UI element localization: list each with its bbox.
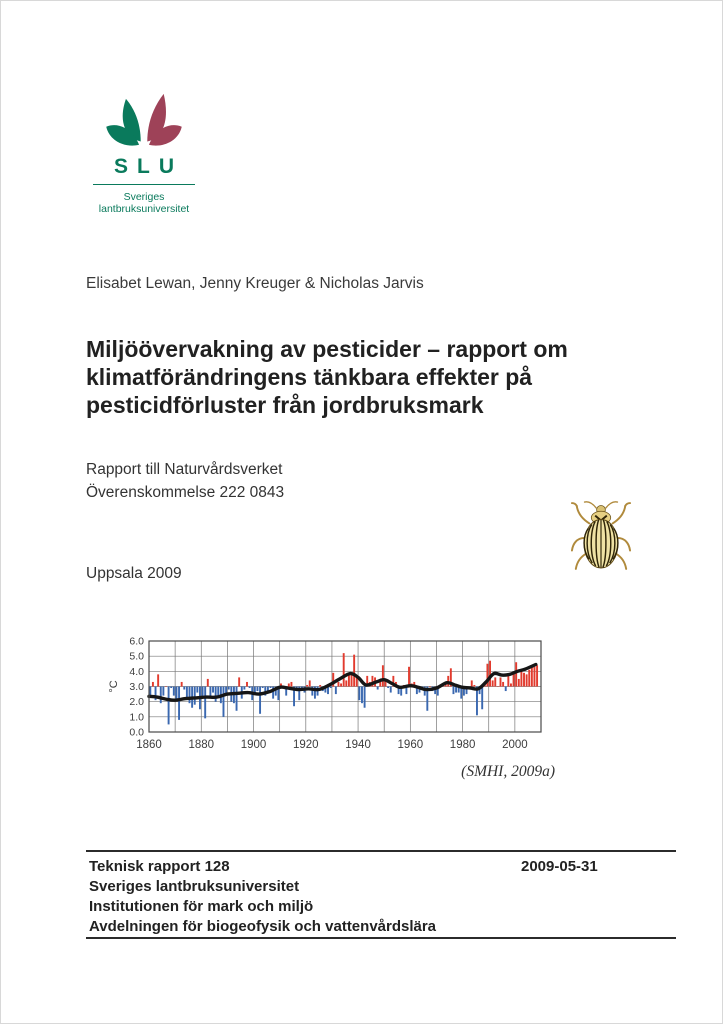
- footer-report-number: Teknisk rapport 128: [89, 858, 230, 875]
- report-title: Miljöövervakning av pesticider – rapport om klimatförändringens tänkbara effekter på pesticidförluster från jordbruksmark: [86, 336, 568, 418]
- beetle-illustration: [570, 499, 632, 573]
- svg-text:4.0: 4.0: [129, 665, 144, 678]
- slu-logo-divider: [93, 184, 195, 185]
- svg-text:1960: 1960: [397, 739, 424, 751]
- svg-text:5.0: 5.0: [129, 650, 144, 663]
- footer-organization: Sveriges lantbruksuniversitet: [89, 878, 300, 895]
- slu-logo: [89, 89, 199, 215]
- svg-text:0.0: 0.0: [129, 726, 144, 739]
- svg-text:6.0: 6.0: [129, 635, 144, 648]
- report-subtitle: [86, 458, 284, 504]
- footer-row-1: [89, 857, 675, 877]
- report-recipient-line: Rapport till Naturvårdsverket: [86, 461, 283, 478]
- svg-text:1.0: 1.0: [129, 711, 144, 724]
- svg-text:2000: 2000: [502, 739, 528, 751]
- footer-department: Institutionen för mark och miljö: [89, 898, 314, 915]
- footer-top-rule: [86, 850, 676, 852]
- svg-text:1880: 1880: [188, 739, 215, 751]
- svg-text:1920: 1920: [293, 739, 319, 751]
- svg-text:1940: 1940: [345, 739, 371, 751]
- slu-org-name-line1: Sveriges: [123, 191, 165, 203]
- svg-text:°C: °C: [108, 680, 120, 693]
- svg-text:1900: 1900: [240, 739, 267, 751]
- footer-division: Avdelningen för biogeofysik och vattenvårdslära: [89, 918, 437, 935]
- svg-text:2.0: 2.0: [129, 696, 144, 709]
- svg-text:1980: 1980: [449, 739, 476, 751]
- agreement-number-line: Överenskommelse 222 0843: [86, 484, 285, 501]
- footer-date: 2009-05-31: [521, 858, 598, 875]
- authors-line: Elisabet Lewan, Jenny Kreuger & Nicholas Jarvis: [86, 275, 424, 292]
- footer-block: [89, 857, 675, 937]
- slu-logo-mark-icon: [102, 89, 186, 153]
- place-year: Uppsala 2009: [86, 565, 182, 582]
- svg-text:1860: 1860: [136, 739, 162, 751]
- slu-org-name-line2: lantbruksuniversitet: [98, 203, 190, 215]
- footer-bottom-rule: [86, 937, 676, 939]
- slu-acronym: SLU: [114, 155, 183, 178]
- temperature-chart: [105, 631, 555, 759]
- chart-source-caption: (SMHI, 2009a): [461, 763, 555, 780]
- svg-text:3.0: 3.0: [129, 681, 144, 693]
